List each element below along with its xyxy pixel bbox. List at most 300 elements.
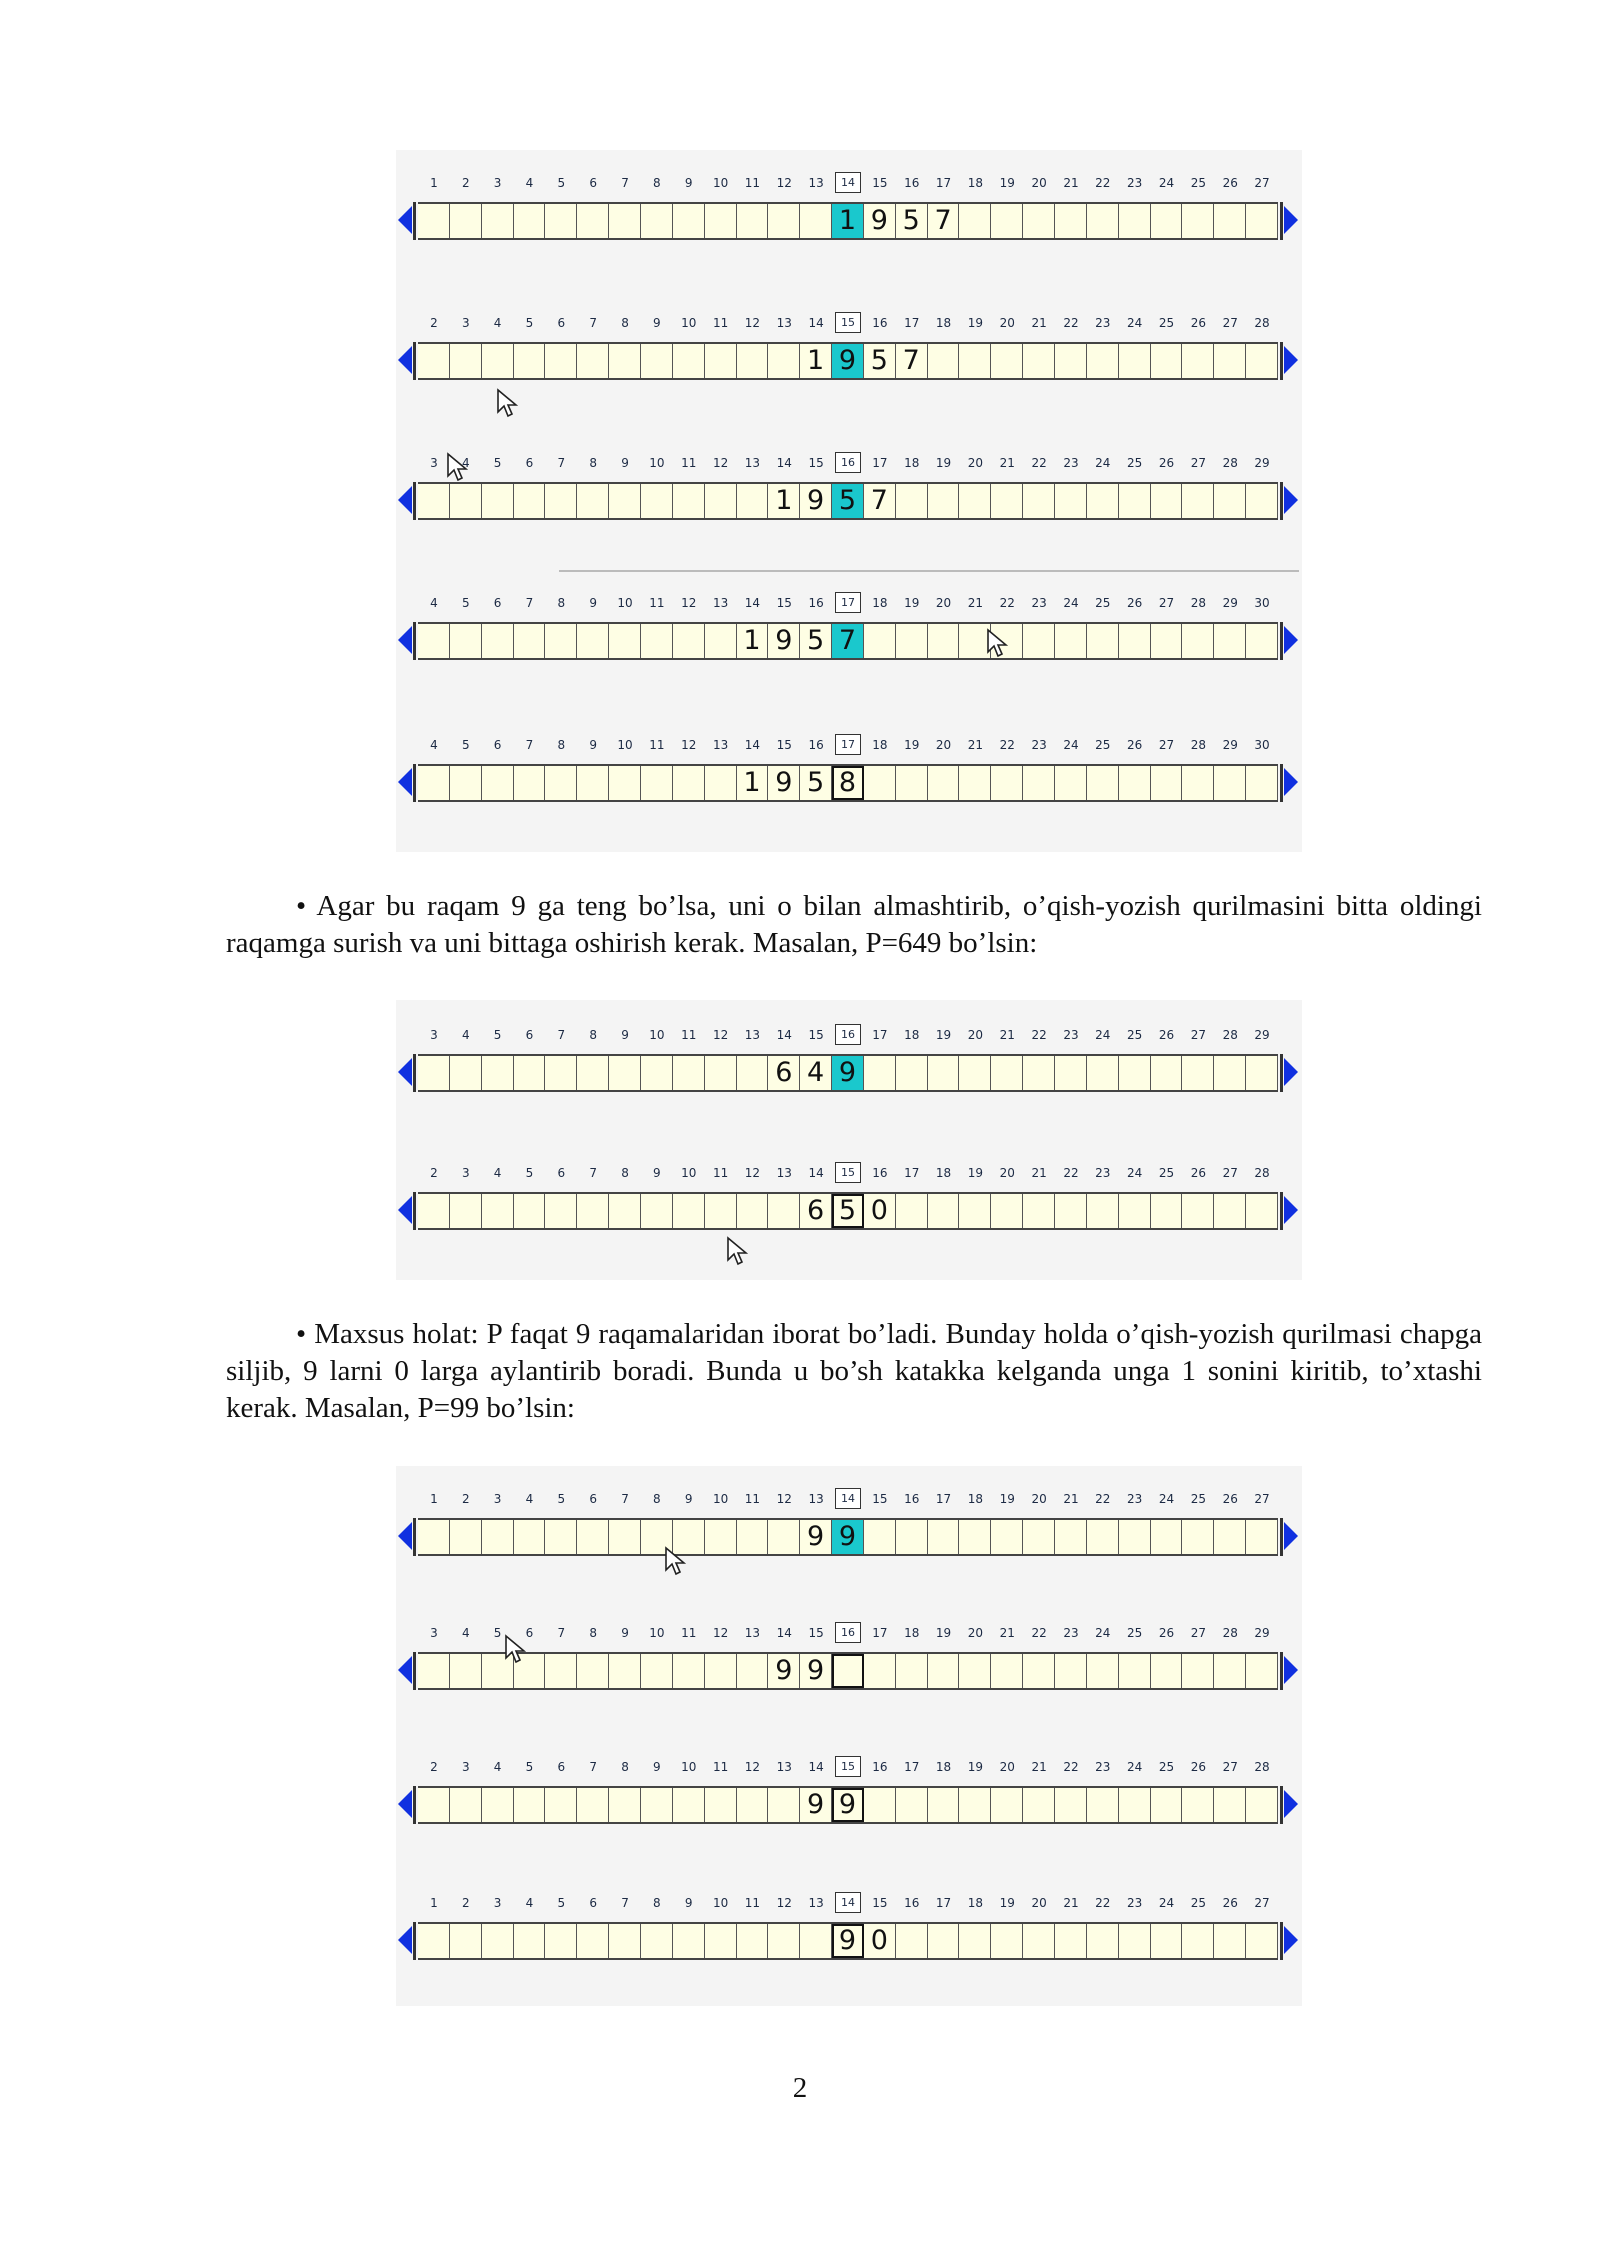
scroll-right-arrow-icon[interactable] <box>1284 626 1298 654</box>
tape-cell <box>1214 484 1246 518</box>
tape-cell <box>737 1520 769 1554</box>
tape-cell <box>1246 1056 1278 1090</box>
tape-cell <box>928 1788 960 1822</box>
tape-cell: 6 <box>800 1194 832 1228</box>
cell-index: 8 <box>653 1896 661 1910</box>
tape-cell <box>514 1056 546 1090</box>
tape-cell <box>641 484 673 518</box>
cell-index: 8 <box>557 596 566 610</box>
tape-cell <box>641 624 673 658</box>
tape-cell <box>896 1924 928 1958</box>
tape-cell <box>450 344 482 378</box>
cell-index: 22 <box>1031 1028 1047 1042</box>
tape-cell <box>545 1788 577 1822</box>
scroll-left-arrow-icon[interactable] <box>398 346 412 374</box>
cell-index: 2 <box>461 1896 470 1910</box>
cell-index: 2 <box>430 1166 438 1180</box>
cell-index: 26 <box>1158 1626 1175 1640</box>
head-cell: 9 <box>832 1520 864 1554</box>
cell-index: 22 <box>1095 1492 1111 1506</box>
tape-cell <box>1246 1520 1278 1554</box>
cell-index: 27 <box>1190 1028 1206 1042</box>
tape-cell <box>1182 204 1214 238</box>
cell-index: 14 <box>744 596 761 610</box>
cell-index: 23 <box>1127 1896 1143 1910</box>
cell-index: 15 <box>872 176 888 190</box>
tape-cell: 5 <box>864 344 896 378</box>
cell-index: 22 <box>1095 176 1111 190</box>
tape-cell <box>673 624 705 658</box>
cell-index: 7 <box>621 1896 629 1910</box>
tape-right-end <box>1280 1652 1283 1690</box>
tape-cell: 0 <box>864 1194 896 1228</box>
cell-index: 9 <box>589 738 597 752</box>
tape-cell <box>545 1194 577 1228</box>
tape-left-end <box>413 1192 416 1230</box>
cell-index: 26 <box>1127 596 1143 610</box>
cell-index: 18 <box>872 596 888 610</box>
cell-index: 25 <box>1095 596 1111 610</box>
cell-index: 22 <box>1095 1896 1111 1910</box>
cell-index-row <box>396 732 1302 762</box>
tape-cell <box>705 1056 737 1090</box>
tape-right-end <box>1280 622 1283 660</box>
cell-index: 14 <box>808 1166 824 1180</box>
cell-index: 17 <box>935 176 952 190</box>
cell-index: 6 <box>493 596 502 610</box>
cell-index: 23 <box>1095 1760 1111 1774</box>
tape-cell: 5 <box>800 766 832 800</box>
cell-index: 6 <box>557 1166 566 1180</box>
cell-index: 15 <box>808 1028 824 1042</box>
cell-index: 13 <box>744 456 761 470</box>
cell-index: 13 <box>744 1626 761 1640</box>
tape-cell <box>1087 1924 1119 1958</box>
tape-cell <box>482 1520 514 1554</box>
cell-index: 1 <box>430 176 438 190</box>
tape-cell <box>1087 344 1119 378</box>
tape-cell <box>514 766 546 800</box>
scroll-left-arrow-icon[interactable] <box>398 1196 412 1224</box>
cell-index: 13 <box>808 1896 824 1910</box>
tape-cell <box>1214 344 1246 378</box>
scroll-left-arrow-icon[interactable] <box>398 1522 412 1550</box>
scroll-right-arrow-icon[interactable] <box>1284 1522 1298 1550</box>
cell-index: 26 <box>1158 1028 1175 1042</box>
cell-index: 9 <box>589 596 597 610</box>
tape-cell <box>1151 1924 1183 1958</box>
tape-cell <box>577 1520 609 1554</box>
cell-index: 10 <box>681 316 697 330</box>
tape-cell <box>1214 1194 1246 1228</box>
tape-cell <box>577 344 609 378</box>
cell-index: 18 <box>904 1626 920 1640</box>
tape-cell <box>482 624 514 658</box>
tape-cell <box>1119 204 1151 238</box>
tape-cell <box>705 1654 737 1688</box>
tape-cell <box>1119 766 1151 800</box>
cell-index: 19 <box>999 176 1015 190</box>
tape-row <box>396 1160 1302 1250</box>
tape-cell <box>959 1194 991 1228</box>
cell-index: 30 <box>1254 738 1270 752</box>
cell-index: 27 <box>1190 456 1206 470</box>
cell-index: 13 <box>776 1166 792 1180</box>
cell-index: 8 <box>589 1626 597 1640</box>
tape-cell <box>768 344 800 378</box>
cell-index: 25 <box>1190 1896 1206 1910</box>
tape-cell <box>1214 1788 1246 1822</box>
tape-cell <box>991 766 1023 800</box>
tape-left-end <box>413 1786 416 1824</box>
cell-index: 22 <box>1031 1626 1047 1640</box>
tape-figure-3 <box>396 1466 1302 2006</box>
tape-strip <box>418 1054 1278 1092</box>
cell-index: 6 <box>525 1028 534 1042</box>
cell-index: 1 <box>430 1896 438 1910</box>
cell-index: 25 <box>1158 1760 1175 1774</box>
head-cell: 9 <box>832 1924 864 1958</box>
tape-cell <box>1151 484 1183 518</box>
cell-index: 19 <box>999 1896 1015 1910</box>
cell-index: 23 <box>1063 1626 1079 1640</box>
cell-index: 18 <box>967 1896 984 1910</box>
tape-cell <box>1055 624 1087 658</box>
tape-cell <box>482 344 514 378</box>
cell-index: 19 <box>935 456 952 470</box>
cell-index: 8 <box>653 1492 661 1506</box>
tape-cell <box>545 766 577 800</box>
tape-cell <box>959 204 991 238</box>
cell-index: 2 <box>461 176 470 190</box>
scroll-right-arrow-icon[interactable] <box>1284 1926 1298 1954</box>
cell-index: 27 <box>1222 1760 1238 1774</box>
cell-index: 3 <box>493 1896 502 1910</box>
cell-index: 22 <box>999 596 1015 610</box>
cell-index: 3 <box>461 1760 470 1774</box>
tape-cell <box>991 1056 1023 1090</box>
tape-cell <box>705 1520 737 1554</box>
tape-cell: 9 <box>800 484 832 518</box>
tape-cell <box>1214 624 1246 658</box>
tape-cell <box>991 204 1023 238</box>
tape-cell <box>418 1194 450 1228</box>
cell-index: 21 <box>999 456 1015 470</box>
cell-index: 24 <box>1063 596 1079 610</box>
tape-cell <box>1151 204 1183 238</box>
scroll-left-arrow-icon[interactable] <box>398 206 412 234</box>
cell-index: 19 <box>904 738 920 752</box>
tape-cell <box>1119 1924 1151 1958</box>
tape-strip <box>418 202 1278 240</box>
tape-cell <box>864 766 896 800</box>
cell-index: 24 <box>1095 1626 1111 1640</box>
tape-cell <box>577 1654 609 1688</box>
tape-row <box>396 310 1302 400</box>
cell-index: 8 <box>589 456 597 470</box>
tape-cell <box>928 766 960 800</box>
tape-cell <box>418 344 450 378</box>
tape-right-end <box>1280 202 1283 240</box>
tape-cell <box>768 204 800 238</box>
cell-index: 14 <box>744 738 761 752</box>
tape-cell <box>1023 1056 1055 1090</box>
tape-cell <box>1087 1520 1119 1554</box>
scroll-left-arrow-icon[interactable] <box>398 626 412 654</box>
cell-index: 12 <box>712 1028 729 1042</box>
cell-index: 4 <box>493 1166 502 1180</box>
scroll-left-arrow-icon[interactable] <box>398 768 412 796</box>
cell-index: 10 <box>617 738 633 752</box>
tape-figure-2 <box>396 1000 1302 1280</box>
tape-cell <box>1055 1788 1087 1822</box>
tape-cell <box>896 766 928 800</box>
cell-index: 17 <box>904 316 920 330</box>
tape-cell: 9 <box>768 766 800 800</box>
tape-right-end <box>1280 1786 1283 1824</box>
tape-cell <box>577 204 609 238</box>
tape-cell <box>609 1520 641 1554</box>
tape-cell <box>1246 204 1278 238</box>
tape-cell <box>928 344 960 378</box>
tape-cell <box>545 624 577 658</box>
cell-index: 17 <box>872 456 888 470</box>
cell-index: 23 <box>1127 176 1143 190</box>
cell-index: 17 <box>904 1166 920 1180</box>
cell-index: 21 <box>1063 1896 1079 1910</box>
cell-index: 25 <box>1158 1166 1175 1180</box>
head-cell: 9 <box>832 1056 864 1090</box>
head-cell: 5 <box>832 484 864 518</box>
cell-index: 23 <box>1031 738 1047 752</box>
cell-index-row <box>396 1890 1302 1920</box>
cell-index: 12 <box>712 456 729 470</box>
scroll-right-arrow-icon[interactable] <box>1284 1058 1298 1086</box>
scroll-right-arrow-icon[interactable] <box>1284 206 1298 234</box>
cell-index: 13 <box>808 1492 824 1506</box>
tape-right-end <box>1280 1054 1283 1092</box>
cell-index: 20 <box>967 456 984 470</box>
cell-index: 24 <box>1158 176 1175 190</box>
scroll-right-arrow-icon[interactable] <box>1284 486 1298 514</box>
cell-index: 16 <box>904 1492 920 1506</box>
tape-cell <box>1151 1520 1183 1554</box>
cell-index: 25 <box>1158 316 1175 330</box>
cell-index: 25 <box>1190 1492 1206 1506</box>
cell-index: 5 <box>525 1166 534 1180</box>
scroll-right-arrow-icon[interactable] <box>1284 346 1298 374</box>
tape-cell <box>418 1924 450 1958</box>
cell-index-row <box>396 1022 1302 1052</box>
cell-index: 2 <box>430 316 438 330</box>
tape-strip <box>418 482 1278 520</box>
cell-index: 7 <box>589 1760 597 1774</box>
tape-cell <box>609 766 641 800</box>
tape-cell <box>991 1654 1023 1688</box>
tape-cell <box>1182 344 1214 378</box>
mouse-cursor-icon <box>726 1236 748 1266</box>
head-position-index: 16 <box>835 1024 861 1045</box>
tape-cell <box>641 204 673 238</box>
cell-index: 19 <box>904 596 920 610</box>
cell-index: 21 <box>967 596 984 610</box>
cell-index: 6 <box>525 1626 534 1640</box>
tape-figure-1 <box>396 150 1302 852</box>
tape-cell <box>450 1194 482 1228</box>
tape-cell <box>673 484 705 518</box>
tape-cell <box>1214 1520 1246 1554</box>
head-cell: 5 <box>832 1194 864 1228</box>
scroll-right-arrow-icon[interactable] <box>1284 1656 1298 1684</box>
tape-cell <box>577 1924 609 1958</box>
tape-cell <box>641 344 673 378</box>
tape-cell: 1 <box>768 484 800 518</box>
cell-index: 14 <box>776 1626 792 1640</box>
cell-index: 25 <box>1127 1028 1143 1042</box>
cell-index: 20 <box>999 1760 1015 1774</box>
cell-index: 14 <box>776 456 792 470</box>
tape-cell <box>1023 1924 1055 1958</box>
tape-cell <box>1246 344 1278 378</box>
tape-cell <box>673 766 705 800</box>
tape-cell <box>959 344 991 378</box>
tape-cell <box>864 1654 896 1688</box>
scroll-left-arrow-icon[interactable] <box>398 1656 412 1684</box>
cell-index: 19 <box>935 1626 952 1640</box>
scroll-left-arrow-icon[interactable] <box>398 486 412 514</box>
tape-strip <box>418 622 1278 660</box>
tape-cell <box>864 1520 896 1554</box>
cell-index: 26 <box>1190 316 1206 330</box>
cell-index: 11 <box>681 1028 697 1042</box>
tape-cell <box>418 766 450 800</box>
cell-index: 10 <box>712 1896 729 1910</box>
tape-cell <box>959 1520 991 1554</box>
cell-index: 6 <box>525 456 534 470</box>
tape-cell <box>1055 344 1087 378</box>
cell-index: 9 <box>621 456 629 470</box>
tape-cell <box>1087 1788 1119 1822</box>
cell-index: 20 <box>1031 1492 1047 1506</box>
tape-cell <box>768 1924 800 1958</box>
tape-cell <box>991 484 1023 518</box>
tape-cell <box>609 1654 641 1688</box>
tape-row <box>396 590 1302 680</box>
cell-index: 5 <box>525 1760 534 1774</box>
tape-cell <box>768 1520 800 1554</box>
tape-cell <box>864 624 896 658</box>
tape-cell <box>1119 344 1151 378</box>
cell-index: 8 <box>621 1166 629 1180</box>
scroll-left-arrow-icon[interactable] <box>398 1926 412 1954</box>
tape-cell: 9 <box>800 1654 832 1688</box>
tape-cell <box>959 1788 991 1822</box>
cell-index: 17 <box>904 1760 920 1774</box>
tape-cell <box>1182 1056 1214 1090</box>
tape-cell <box>482 766 514 800</box>
tape-cell <box>1214 1654 1246 1688</box>
cell-index: 15 <box>776 738 792 752</box>
tape-cell <box>705 1194 737 1228</box>
tape-cell <box>482 1788 514 1822</box>
head-cell: 7 <box>832 624 864 658</box>
cell-index: 24 <box>1127 316 1143 330</box>
tape-left-end <box>413 764 416 802</box>
bullet: • <box>296 890 307 922</box>
cell-index: 25 <box>1095 738 1111 752</box>
tape-cell <box>1214 204 1246 238</box>
cell-index: 10 <box>649 1028 665 1042</box>
cell-index: 28 <box>1222 456 1238 470</box>
cell-index: 29 <box>1222 738 1238 752</box>
tape-cell <box>1087 484 1119 518</box>
cell-index: 14 <box>776 1028 792 1042</box>
cell-index: 17 <box>935 1896 952 1910</box>
cell-index: 24 <box>1127 1760 1143 1774</box>
cell-index: 5 <box>557 1492 566 1506</box>
tape-cell <box>705 624 737 658</box>
tape-row <box>396 1022 1302 1112</box>
tape-cell: 9 <box>768 624 800 658</box>
tape-cell <box>482 484 514 518</box>
scroll-left-arrow-icon[interactable] <box>398 1058 412 1086</box>
scroll-right-arrow-icon[interactable] <box>1284 768 1298 796</box>
tape-cell <box>1087 766 1119 800</box>
tape-cell <box>418 1056 450 1090</box>
cell-index: 22 <box>1031 456 1047 470</box>
tape-cell <box>545 344 577 378</box>
cell-index: 5 <box>493 1626 502 1640</box>
tape-cell <box>545 1056 577 1090</box>
cell-index: 10 <box>681 1760 697 1774</box>
cell-index: 10 <box>681 1166 697 1180</box>
cell-index: 27 <box>1254 176 1270 190</box>
tape-cell: 9 <box>800 1788 832 1822</box>
scroll-left-arrow-icon[interactable] <box>398 1790 412 1818</box>
tape-cell <box>609 344 641 378</box>
cell-index: 3 <box>430 1028 438 1042</box>
tape-right-end <box>1280 764 1283 802</box>
cell-index: 18 <box>872 738 888 752</box>
head-position-index: 15 <box>835 1756 861 1777</box>
tape-cell <box>641 1056 673 1090</box>
cell-index: 9 <box>684 1492 693 1506</box>
cell-index: 3 <box>493 1492 502 1506</box>
cell-index: 13 <box>744 1028 761 1042</box>
cell-index: 19 <box>999 1492 1015 1506</box>
cell-index: 17 <box>935 1492 952 1506</box>
tape-cell <box>928 624 960 658</box>
tape-cell <box>928 1924 960 1958</box>
cell-index: 25 <box>1127 1626 1143 1640</box>
scroll-right-arrow-icon[interactable] <box>1284 1196 1298 1224</box>
scroll-right-arrow-icon[interactable] <box>1284 1790 1298 1818</box>
tape-cell <box>577 1788 609 1822</box>
cell-index: 11 <box>712 1760 729 1774</box>
cell-index: 9 <box>653 316 661 330</box>
cell-index: 21 <box>1063 176 1079 190</box>
head-cell: 8 <box>832 766 864 800</box>
tape-cell <box>450 1520 482 1554</box>
tape-cell <box>482 1056 514 1090</box>
tape-cell <box>641 1788 673 1822</box>
cell-index: 15 <box>776 596 792 610</box>
tape-cell <box>705 1924 737 1958</box>
cell-index: 27 <box>1222 1166 1238 1180</box>
cell-index: 14 <box>808 1760 824 1774</box>
tape-cell <box>1023 1654 1055 1688</box>
tape-cell <box>450 1788 482 1822</box>
